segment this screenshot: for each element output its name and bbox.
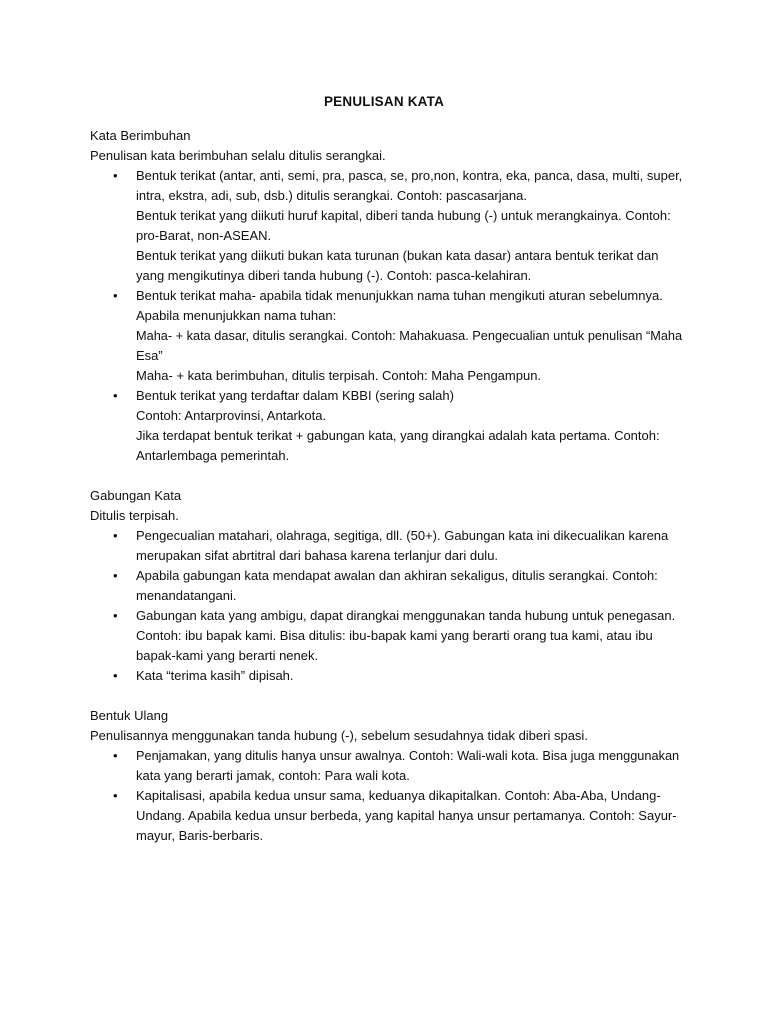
section-gabungan-kata: [90, 486, 690, 686]
bullet-text-line: pro-Barat, non-ASEAN.: [136, 228, 272, 243]
section-heading: Bentuk Ulang: [90, 708, 169, 723]
bullet-icon: •: [113, 288, 118, 303]
bullet-text-line: Antarlembaga pemerintah.: [136, 448, 290, 463]
bullet-item: [90, 566, 690, 606]
bullet-text-line: Kata “terima kasih” dipisah.: [136, 668, 294, 683]
section-intro: Penulisannya menggunakan tanda hubung (-), sebelum sesudahnya tidak diberi spasi.: [90, 728, 588, 743]
section-intro: Penulisan kata berimbuhan selalu ditulis serangkai.: [90, 148, 386, 163]
bullet-icon: •: [113, 748, 118, 763]
bullet-text-line: Jika terdapat bentuk terikat + gabungan kata, yang dirangkai adalah kata pertama. Contoh:: [136, 428, 660, 443]
bullet-list: [90, 166, 690, 466]
bullet-icon: •: [113, 668, 118, 683]
bullet-icon: •: [113, 568, 118, 583]
bullet-text-line: Maha- + kata berimbuhan, ditulis terpisah. Contoh: Maha Pengampun.: [136, 368, 542, 383]
bullet-text-line: Contoh: ibu bapak kami. Bisa ditulis: ibu-bapak kami yang berarti orang tua kami, atau ibu: [136, 628, 653, 643]
section-bentuk-ulang: [90, 706, 690, 846]
bullet-item: [90, 166, 690, 286]
document-body: [90, 126, 690, 866]
bullet-text-line: Maha- + kata dasar, ditulis serangkai. Contoh: Mahakuasa. Pengecualian untuk penulisan “Maha: [136, 328, 683, 343]
bullet-text-line: Esa”: [136, 348, 163, 363]
bullet-icon: •: [113, 608, 118, 623]
bullet-text-line: Bentuk terikat yang terdaftar dalam KBBI (sering salah): [136, 388, 454, 403]
bullet-text-line: Bentuk terikat maha- apabila tidak menunjukkan nama tuhan mengikuti aturan sebelumnya.: [136, 288, 663, 303]
bullet-text-line: yang mengikutinya diberi tanda hubung (-). Contoh: pasca-kelahiran.: [136, 268, 532, 283]
bullet-item: [90, 526, 690, 566]
bullet-text-line: Gabungan kata yang ambigu, dapat dirangkai menggunakan tanda hubung untuk penegasan.: [136, 608, 676, 623]
bullet-text-line: Penjamakan, yang ditulis hanya unsur awalnya. Contoh: Wali-wali kota. Bisa juga menggunakan: [136, 748, 680, 763]
bullet-item: [90, 386, 690, 466]
bullet-text-line: Bentuk terikat yang diikuti bukan kata turunan (bukan kata dasar) antara bentuk terikat dan: [136, 248, 659, 263]
bullet-item: [90, 606, 690, 666]
section-heading: Gabungan Kata: [90, 488, 182, 503]
bullet-icon: •: [113, 388, 118, 403]
bullet-item: [90, 786, 690, 846]
bullet-item: [90, 746, 690, 786]
bullet-text-line: merupakan sifat abrtitral dari bahasa karena terlanjur dari dulu.: [136, 548, 499, 563]
bullet-text-line: Apabila gabungan kata mendapat awalan dan akhiran sekaligus, ditulis serangkai. Contoh:: [136, 568, 658, 583]
bullet-list: [90, 526, 690, 686]
bullet-text-line: mayur, Baris-berbaris.: [136, 828, 264, 843]
bullet-text-line: Contoh: Antarprovinsi, Antarkota.: [136, 408, 327, 423]
bullet-icon: •: [113, 528, 118, 543]
bullet-text-line: Apabila menunjukkan nama tuhan:: [136, 308, 337, 323]
bullet-text-line: menandatangani.: [136, 588, 237, 603]
bullet-text-line: Undang. Apabila kedua unsur berbeda, yang kapital hanya unsur pertamanya. Contoh: Sayur-: [136, 808, 677, 823]
bullet-icon: •: [113, 168, 118, 183]
bullet-text-line: Bentuk terikat yang diikuti huruf kapital, diberi tanda hubung (-) untuk merangkainya. Contoh:: [136, 208, 671, 223]
bullet-item: [90, 666, 690, 686]
section-heading: Kata Berimbuhan: [90, 128, 191, 143]
bullet-text-line: intra, ekstra, adi, sub, dsb.) ditulis serangkai. Contoh: pascasarjana.: [136, 188, 527, 203]
bullet-text-line: bapak-kami yang berarti nenek.: [136, 648, 319, 663]
bullet-text-line: Kapitalisasi, apabila kedua unsur sama, keduanya dikapitalkan. Contoh: Aba-Aba, Undang-: [136, 788, 661, 803]
bullet-text-line: Bentuk terikat (antar, anti, semi, pra, pasca, se, pro,non, kontra, eka, panca, dasa, multi, super,: [136, 168, 683, 183]
bullet-text-line: kata yang berarti jamak, contoh: Para wali kota.: [136, 768, 410, 783]
section-intro: Ditulis terpisah.: [90, 508, 179, 523]
bullet-icon: •: [113, 788, 118, 803]
section-kata-berimbuhan: [90, 126, 690, 466]
bullet-item: [90, 286, 690, 386]
bullet-list: [90, 746, 690, 846]
bullet-text-line: Pengecualian matahari, olahraga, segitiga, dll. (50+). Gabungan kata ini dikecualikan karena: [136, 528, 669, 543]
document-title: PENULISAN KATA: [323, 94, 445, 109]
